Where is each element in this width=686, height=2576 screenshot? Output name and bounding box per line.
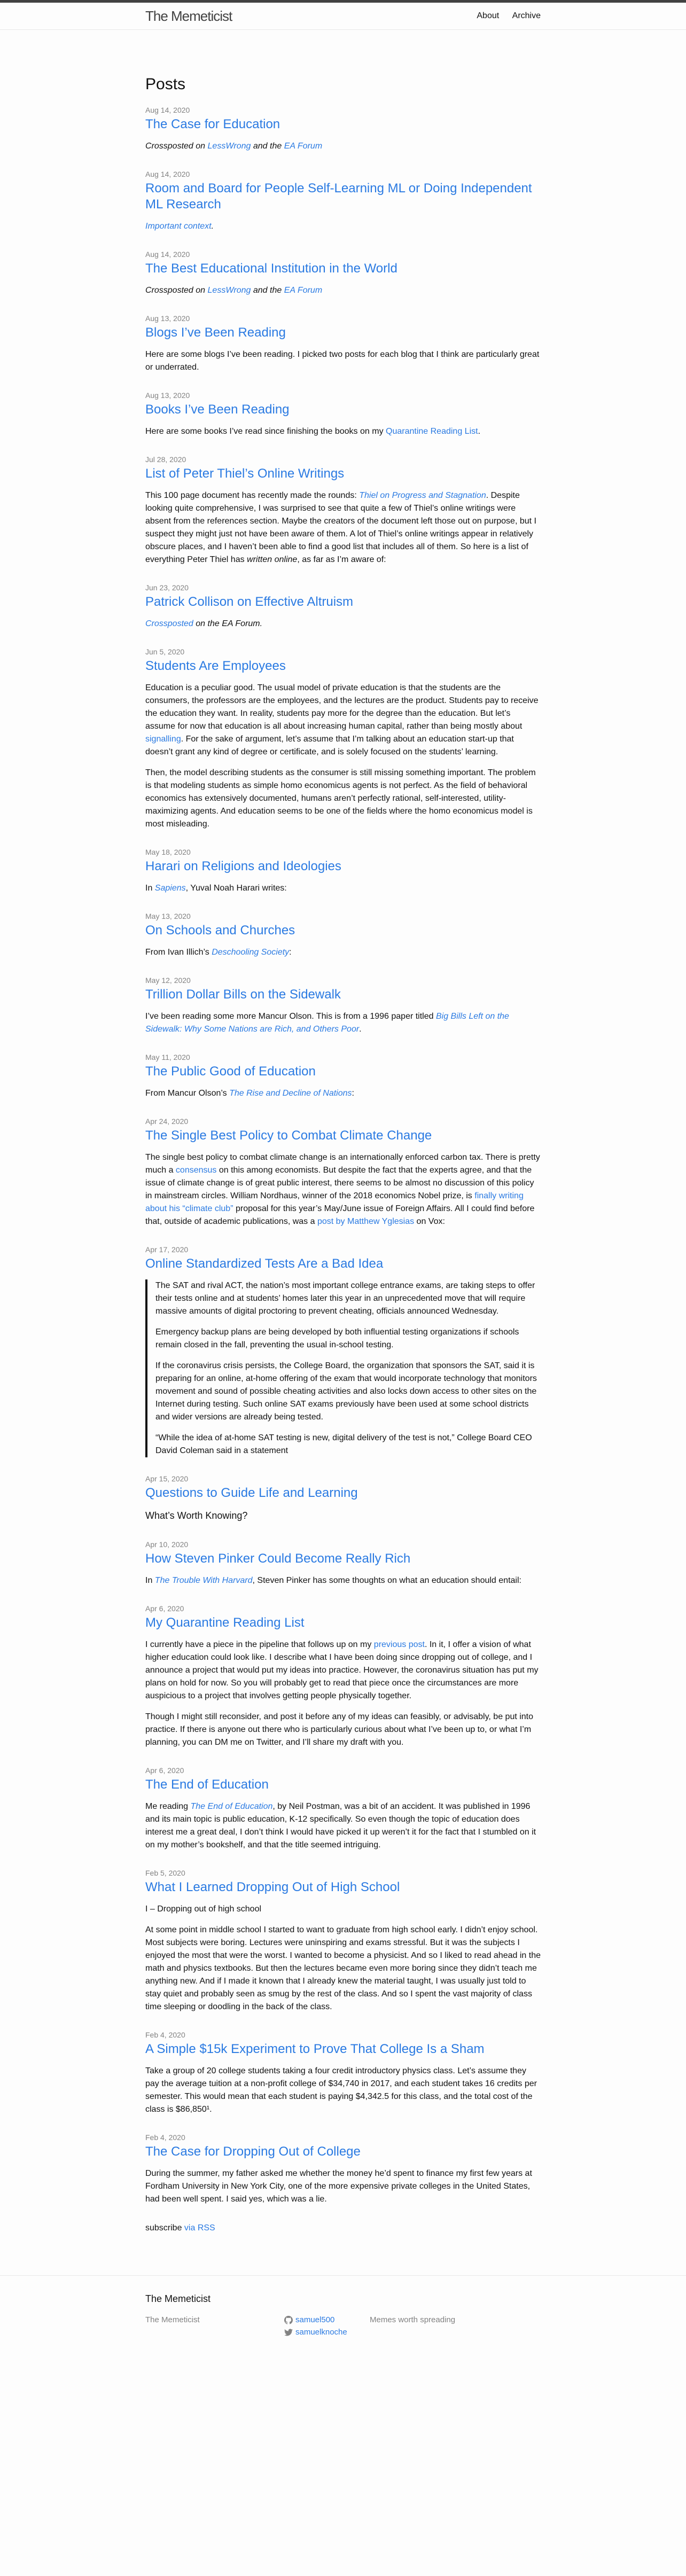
excerpt-link[interactable]: LessWrong bbox=[207, 286, 251, 295]
excerpt-paragraph bbox=[145, 1010, 541, 1036]
post-item bbox=[145, 975, 541, 1036]
github-username: samuel500 bbox=[295, 2315, 335, 2324]
excerpt-text: From Ivan Illich’s bbox=[145, 948, 212, 957]
post-date: May 13, 2020 bbox=[145, 912, 191, 920]
social-item-github bbox=[284, 2314, 370, 2327]
post-item bbox=[145, 582, 541, 630]
footer-col-tagline bbox=[370, 2314, 530, 2338]
github-icon bbox=[284, 2316, 293, 2324]
excerpt-link[interactable]: The Rise and Decline of Nations bbox=[229, 1089, 352, 1098]
excerpt-text: on Vox: bbox=[414, 1217, 445, 1226]
post-excerpt bbox=[145, 2167, 541, 2206]
excerpt-paragraph bbox=[145, 425, 541, 438]
footer-col-social bbox=[284, 2314, 370, 2338]
post-excerpt bbox=[145, 1151, 541, 1228]
post-title-link[interactable]: Students Are Employees bbox=[145, 659, 286, 673]
excerpt-emphasis bbox=[145, 286, 322, 295]
post-date: May 18, 2020 bbox=[145, 848, 191, 856]
post-excerpt bbox=[145, 946, 541, 959]
post-item bbox=[145, 847, 541, 895]
post-excerpt bbox=[145, 1574, 541, 1587]
rss-prefix: subscribe bbox=[145, 2223, 184, 2232]
post-title-link[interactable]: The Single Best Policy to Combat Climate Change bbox=[145, 1128, 432, 1143]
excerpt-link[interactable]: post by Matthew Yglesias bbox=[317, 1217, 415, 1226]
excerpt-paragraph bbox=[145, 682, 541, 759]
post-excerpt bbox=[145, 682, 541, 831]
post-title-link[interactable]: Blogs I’ve Been Reading bbox=[145, 325, 286, 340]
excerpt-paragraph bbox=[145, 284, 541, 297]
post-date: May 11, 2020 bbox=[145, 1053, 190, 1061]
post-item bbox=[145, 1052, 541, 1100]
post-date: Feb 5, 2020 bbox=[145, 1869, 185, 1877]
excerpt-text: At some point in middle school I started to want to graduate from high school early. I didn’t enjoy school. Most subjects were boring. Lectures were uninspiring and exams stressful. But it was the subjects I enjoyed the most that were the worst. I wanted to become a physicist. And so I liked to read ahead in the math and physics textbooks. But then the lectures became even more boring since they didn’t teach me anything new. And if I made it known that I already knew the material taught, I was usually just told to stay quiet and probably seen as smug by the rest of the class. And so I spent the vast majority of class time sleeping or doodling in the back of the class. bbox=[145, 1925, 541, 2011]
post-item bbox=[145, 646, 541, 831]
post-excerpt bbox=[145, 618, 541, 630]
post-excerpt bbox=[145, 489, 541, 566]
post-item bbox=[145, 1244, 541, 1457]
excerpt-text: I’ve been reading some more Mancur Olson. This is from a 1996 paper titled bbox=[145, 1012, 436, 1021]
post-item bbox=[145, 1116, 541, 1228]
excerpt-text: , by Neil Postman, was a bit of an accident. It was published in 1996 and its main topic is public education, K-12 specifically. So even though the topic of education does interest me a great deal, I don’t think I would have picked it up weren’t it for the fact that I stumbled on it on my mother’s bookshelf, and that the title seemed intriguing. bbox=[145, 1802, 536, 1849]
post-item bbox=[145, 390, 541, 438]
rss-link[interactable]: via RSS bbox=[184, 2223, 215, 2232]
site-title[interactable]: The Memeticist bbox=[145, 8, 232, 24]
excerpt-emphasis bbox=[145, 142, 322, 151]
excerpt-paragraph bbox=[145, 1711, 541, 1749]
post-date: Apr 6, 2020 bbox=[145, 1604, 184, 1613]
twitter-icon bbox=[284, 2328, 293, 2337]
excerpt-blockquote bbox=[145, 1279, 541, 1457]
page-content bbox=[0, 30, 686, 2259]
post-excerpt bbox=[145, 1087, 541, 1100]
post-title-link[interactable]: The Case for Dropping Out of College bbox=[145, 2144, 361, 2159]
post-title-link[interactable]: The Public Good of Education bbox=[145, 1064, 316, 1079]
excerpt-text: . For the sake of argument, let’s assume that I’m talking about an education start-up that doesn’t grant any kind of degree or certificate, and is solely focused on the students’ learning. bbox=[145, 735, 514, 756]
excerpt-text: The single best policy to combat climate change is an internationally enforced carbon tax. There is pretty much a bbox=[145, 1153, 540, 1175]
post-date: Feb 4, 2020 bbox=[145, 2133, 185, 2142]
post-date: Jun 5, 2020 bbox=[145, 647, 185, 656]
excerpt-link[interactable]: Important context bbox=[145, 222, 212, 231]
excerpt-link[interactable]: Deschooling Society bbox=[212, 948, 290, 957]
excerpt-paragraph bbox=[145, 2167, 541, 2206]
post-excerpt bbox=[145, 140, 541, 153]
content-wrapper bbox=[129, 75, 557, 2235]
excerpt-paragraph bbox=[145, 348, 541, 374]
post-date: Apr 15, 2020 bbox=[145, 1474, 189, 1483]
post-title-link[interactable]: My Quarantine Reading List bbox=[145, 1615, 305, 1630]
excerpt-text: During the summer, my father asked me whether the money he’d spent to finance my first few years at Fordham University in New York City, one of the more expensive private colleges in the United States, had been well spent. I said yes, which was a lie. bbox=[145, 2169, 532, 2204]
excerpt-link[interactable]: finally writing about his “climate club” bbox=[145, 1191, 524, 1213]
post-title-link[interactable]: Questions to Guide Life and Learning bbox=[145, 1486, 358, 1500]
excerpt-paragraph bbox=[145, 1151, 541, 1228]
footer-col-name bbox=[145, 2314, 284, 2338]
excerpt-paragraph bbox=[145, 946, 541, 959]
excerpt-text: . bbox=[359, 1025, 362, 1034]
excerpt-text: written online bbox=[247, 555, 298, 564]
excerpt-text: . In it, I offer a vision of what higher education could look like. I describe what I have been doing since dropping out of college, and I announce a project that would put my ideas into practice. However, the coronavirus situation has put my plans on hold for now. So you will probably get to read that piece once the circumstances are more auspicious to a project that involves getting people physically together. bbox=[145, 1640, 539, 1700]
excerpt-text: : bbox=[352, 1089, 354, 1098]
excerpt-text: This 100 page document has recently made the rounds: bbox=[145, 491, 360, 500]
post-item bbox=[145, 105, 541, 153]
excerpt-link[interactable]: Crossposted bbox=[145, 619, 193, 628]
post-title-link[interactable]: Books I’ve Been Reading bbox=[145, 402, 290, 417]
post-title-link[interactable]: The Best Educational Institution in the World bbox=[145, 261, 397, 276]
post-date: Jul 28, 2020 bbox=[145, 455, 186, 464]
excerpt-text: Take a group of 20 college students taking a four credit introductory physics class. Let’s assume they pay the average tuition at a non-profit college of $34,740 in 2017, and each student takes 16 credits per semester. This would mean that each student is paying $4,342.5 for this class, and the total cost of the class is $86,850¹. bbox=[145, 2066, 537, 2114]
excerpt-link[interactable]: Big Bills Left on the Sidewalk: Why Some Nations are Rich, and Others Poor bbox=[145, 1012, 509, 1034]
post-excerpt bbox=[145, 882, 541, 895]
excerpt-text: Me reading bbox=[145, 1802, 191, 1811]
excerpt-text: on the EA Forum. bbox=[193, 619, 263, 628]
excerpt-text: Though I might still reconsider, and post it before any of my ideas can feasibly, or advisably, be put into practice. If there is anyone out there who is particularly curious about what I’ve been up to, or what I’m planning, you can DM me on Twitter, and I’ll share my draft with you. bbox=[145, 1712, 534, 1747]
post-list bbox=[145, 105, 541, 2206]
post-title-link[interactable]: The Case for Education bbox=[145, 117, 280, 131]
post-title-link[interactable]: Online Standardized Tests Are a Bad Idea bbox=[145, 1256, 384, 1271]
excerpt-emphasis bbox=[145, 222, 214, 231]
excerpt-text: In bbox=[145, 884, 155, 893]
post-date: Apr 17, 2020 bbox=[145, 1245, 189, 1254]
excerpt-link[interactable]: The End of Education bbox=[190, 1802, 273, 1811]
footer-columns bbox=[145, 2314, 541, 2338]
post-item bbox=[145, 2029, 541, 2116]
excerpt-text: , Steven Pinker has some thoughts on what an education should entail: bbox=[252, 1576, 521, 1585]
excerpt-text: Here are some books I’ve read since finishing the books on my bbox=[145, 427, 386, 436]
post-title-link[interactable]: The End of Education bbox=[145, 1777, 269, 1792]
post-date: Jun 23, 2020 bbox=[145, 583, 189, 592]
excerpt-text: Crossposted on bbox=[145, 142, 208, 151]
excerpt-paragraph bbox=[145, 1638, 541, 1703]
post-item bbox=[145, 1603, 541, 1749]
blockquote-paragraph: Emergency backup plans are being developed by both influential testing organizations if schools remain closed in the fall, preventing the usual in-school testing. bbox=[155, 1328, 519, 1349]
nav-about[interactable]: About bbox=[477, 11, 500, 20]
excerpt-text: proposal for this year’s May/June issue of Foreign Affairs. All I could find before that, outside of academic publications, was a bbox=[145, 1204, 535, 1226]
post-item bbox=[145, 249, 541, 297]
excerpt-paragraph bbox=[145, 489, 541, 566]
post-item bbox=[145, 911, 541, 959]
excerpt-link[interactable]: Quarantine Reading List bbox=[386, 427, 478, 436]
excerpt-text: Education is a peculiar good. The usual model of private education is that the students are the consumers, the professors are the employees, and the lectures are the product. Students pay to receive the education they want. In reality, students pay more for the degree than the education. But let’s assume for now that education is all about increasing human capital, rather than being mostly about bbox=[145, 683, 539, 731]
excerpt-text: : bbox=[289, 948, 292, 957]
post-excerpt bbox=[145, 1509, 541, 1523]
post-date: Feb 4, 2020 bbox=[145, 2031, 185, 2039]
excerpt-link[interactable]: EA Forum bbox=[284, 142, 323, 151]
excerpt-text: , as far as I’m aware of: bbox=[297, 555, 386, 564]
post-item bbox=[145, 1473, 541, 1523]
excerpt-text: on this among economists. But despite the fact that the experts agree, and that the issue of climate change is of great public interest, there seems to be almost no discussion of this policy in mainstream circles. William Nordhaus, winner of the 2018 economics Nobel prize, is bbox=[145, 1166, 534, 1200]
twitter-link[interactable] bbox=[284, 2327, 370, 2339]
excerpt-paragraph bbox=[145, 1903, 541, 1916]
post-item bbox=[145, 1539, 541, 1587]
excerpt-text: Then, the model describing students as the consumer is still missing something important. The problem is that modeling students as simple homo economicus agents is not perfect. As the field of behavioral economics has extensively documented, humans aren’t perfectly rational, self-interested, utility-maximizing agents. And education seems to be one of the fields where the homo economicus model is most misleading. bbox=[145, 768, 536, 829]
post-excerpt bbox=[145, 425, 541, 438]
excerpt-link[interactable]: consensus bbox=[175, 1166, 217, 1175]
excerpt-paragraph bbox=[145, 1924, 541, 2013]
post-excerpt bbox=[145, 1800, 541, 1852]
excerpt-text: and the bbox=[251, 142, 284, 151]
excerpt-link[interactable]: The Trouble With Harvard bbox=[154, 1576, 253, 1585]
post-excerpt bbox=[145, 1903, 541, 2013]
blockquote-paragraph: “While the idea of at-home SAT testing is new, digital delivery of the test is not,” College Board CEO David Coleman said in a statement bbox=[155, 1433, 532, 1455]
rss-subscribe bbox=[145, 2222, 541, 2235]
excerpt-link[interactable]: previous post bbox=[373, 1640, 425, 1649]
excerpt-link[interactable]: signalling bbox=[145, 735, 181, 744]
twitter-username: samuelknoche bbox=[295, 2327, 347, 2337]
excerpt-paragraph bbox=[145, 767, 541, 831]
excerpt-text: . Despite looking quite comprehensive, I was surprised to see that quite a few of Thiel’s online writings were absent from the references section. Maybe the creators of the document left those out on purpose, but I suspect they might just not have been aware of them. A lot of Thiel’s online writings appear in relatively obscure places, and I haven’t been able to find a good list that includes all of them. So here is a list of everything Peter Thiel has bbox=[145, 491, 536, 564]
post-date: Aug 13, 2020 bbox=[145, 391, 190, 400]
footer-heading: The Memeticist bbox=[145, 2293, 211, 2304]
excerpt-text: and the bbox=[251, 286, 284, 295]
post-title-link[interactable]: Patrick Collison on Effective Altruism bbox=[145, 595, 354, 609]
excerpt-text: Crossposted on bbox=[145, 286, 208, 295]
excerpt-emphasis bbox=[145, 619, 262, 628]
post-date: May 12, 2020 bbox=[145, 976, 191, 985]
post-date: Aug 14, 2020 bbox=[145, 250, 190, 259]
post-date: Aug 13, 2020 bbox=[145, 314, 190, 323]
post-title-link[interactable]: On Schools and Churches bbox=[145, 923, 295, 938]
excerpt-link[interactable]: LessWrong bbox=[207, 142, 251, 151]
excerpt-text: . bbox=[211, 222, 214, 231]
post-title-link[interactable]: List of Peter Thiel’s Online Writings bbox=[145, 466, 345, 481]
excerpt-text: Here are some blogs I’ve been reading. I picked two posts for each blog that I think are particularly great or underrated. bbox=[145, 350, 540, 372]
post-title-link[interactable]: Harari on Religions and Ideologies bbox=[145, 859, 341, 873]
page-heading: Posts bbox=[145, 75, 186, 93]
excerpt-text: , Yuval Noah Harari writes: bbox=[185, 884, 287, 893]
post-title-link[interactable]: Room and Board for People Self-Learning ML or Doing Independent ML Research bbox=[145, 181, 532, 212]
post-date: Aug 14, 2020 bbox=[145, 170, 190, 178]
excerpt-text: From Mancur Olson’s bbox=[145, 1089, 230, 1098]
post-date: Apr 6, 2020 bbox=[145, 1766, 184, 1775]
excerpt-paragraph bbox=[145, 618, 541, 630]
social-links bbox=[284, 2314, 370, 2338]
social-item-twitter bbox=[284, 2327, 370, 2339]
post-item bbox=[145, 454, 541, 566]
footer-site-name: The Memeticist bbox=[145, 2315, 200, 2324]
post-excerpt bbox=[145, 348, 541, 374]
post-excerpt bbox=[145, 1010, 541, 1036]
blockquote-paragraph: The SAT and rival ACT, the nation’s most important college entrance exams, are taking steps to offer their tests online and at students’ homes later this year in an unprecedented move that will require massive amounts of digital proctoring to prevent cheating, officials announced Wednesday. bbox=[155, 1281, 535, 1316]
excerpt-paragraph bbox=[145, 2065, 541, 2116]
excerpt-text: I currently have a piece in the pipeline that follows up on my bbox=[145, 1640, 374, 1649]
excerpt-paragraph bbox=[145, 882, 541, 895]
post-item bbox=[145, 1868, 541, 2013]
post-excerpt bbox=[145, 220, 541, 233]
blockquote-paragraph: If the coronavirus crisis persists, the College Board, the organization that sponsors the SAT, said it is preparing for an online, at-home offering of the exam that would incorporate technology that monitors movement and sound of possible cheating activities and also locks down access to other sites on the Internet during testing. Such online SAT exams previously have been used at some school districts and wider versions are already being tested. bbox=[155, 1361, 537, 1422]
excerpt-link[interactable]: Thiel on Progress and Stagnation bbox=[359, 491, 486, 500]
post-excerpt bbox=[145, 1279, 541, 1457]
post-date: Apr 24, 2020 bbox=[145, 1117, 189, 1126]
post-item bbox=[145, 169, 541, 233]
post-item bbox=[145, 1765, 541, 1852]
excerpt-paragraph bbox=[145, 1574, 541, 1587]
excerpt-paragraph bbox=[145, 1800, 541, 1852]
excerpt-link[interactable]: EA Forum bbox=[284, 286, 323, 295]
post-excerpt bbox=[145, 1638, 541, 1749]
github-link[interactable] bbox=[284, 2314, 370, 2327]
post-date: Aug 14, 2020 bbox=[145, 106, 190, 114]
post-title-link[interactable]: What I Learned Dropping Out of High School bbox=[145, 1880, 400, 1894]
post-title-link[interactable]: A Simple $15k Experiment to Prove That College Is a Sham bbox=[145, 2042, 485, 2056]
site-nav bbox=[466, 3, 541, 29]
excerpt-text: I – Dropping out of high school bbox=[145, 1904, 262, 1914]
site-footer bbox=[0, 2275, 686, 2360]
post-excerpt bbox=[145, 2065, 541, 2116]
post-item bbox=[145, 2132, 541, 2206]
excerpt-text: . bbox=[478, 427, 481, 436]
excerpt-paragraph bbox=[145, 140, 541, 153]
post-excerpt bbox=[145, 284, 541, 297]
post-item bbox=[145, 313, 541, 374]
site-header bbox=[0, 0, 686, 30]
post-title-link[interactable]: Trillion Dollar Bills on the Sidewalk bbox=[145, 987, 341, 1002]
post-date: Apr 10, 2020 bbox=[145, 1540, 189, 1549]
post-title-link[interactable]: How Steven Pinker Could Become Really Rich bbox=[145, 1551, 411, 1566]
excerpt-text: In bbox=[145, 1576, 155, 1585]
excerpt-paragraph bbox=[145, 1087, 541, 1100]
footer-wrapper bbox=[129, 2292, 557, 2338]
excerpt-heading: What’s Worth Knowing? bbox=[145, 1510, 248, 1521]
nav-archive[interactable]: Archive bbox=[512, 11, 541, 20]
footer-tagline: Memes worth spreading bbox=[370, 2315, 456, 2324]
excerpt-paragraph bbox=[145, 220, 541, 233]
excerpt-link[interactable]: Sapiens bbox=[154, 884, 186, 893]
